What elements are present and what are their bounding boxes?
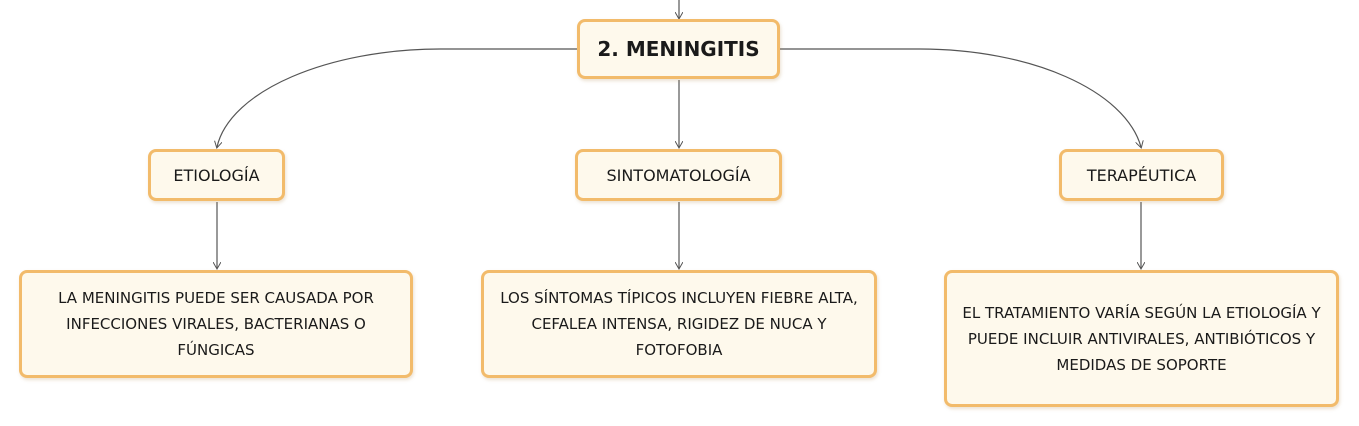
description-node-terapeutica[interactable] xyxy=(944,270,1339,407)
connector-main-to-etiologia xyxy=(217,49,577,147)
description-node-sintomatologia[interactable] xyxy=(481,270,877,378)
description-text: LOS SÍNTOMAS TÍPICOS INCLUYEN FIEBRE ALTA, CEFALEA INTENSA, RIGIDEZ DE NUCA Y FOTOFOBIA xyxy=(500,289,858,359)
description-text: EL TRATAMIENTO VARÍA SEGÚN LA ETIOLOGÍA Y PUEDE INCLUIR ANTIVIRALES, ANTIBIÓTICOS Y MEDIDAS DE SOPORTE xyxy=(962,303,1321,374)
connector-main-to-terapeutica xyxy=(780,49,1141,147)
description-text: LA MENINGITIS PUEDE SER CAUSADA POR INFECCIONES VIRALES, BACTERIANAS O FÚNGICAS xyxy=(58,289,374,359)
main-topic-node[interactable] xyxy=(577,19,780,79)
category-node-etiologia[interactable] xyxy=(148,149,285,201)
category-label: ETIOLOGÍA xyxy=(173,165,260,185)
category-label: TERAPÉUTICA xyxy=(1086,165,1197,185)
category-node-sintomatologia[interactable] xyxy=(575,149,782,201)
main-topic-label: 2. MENINGITIS xyxy=(597,37,760,61)
category-label: SINTOMATOLOGÍA xyxy=(606,165,751,185)
category-node-terapeutica[interactable] xyxy=(1059,149,1224,201)
description-node-etiologia[interactable] xyxy=(19,270,413,378)
